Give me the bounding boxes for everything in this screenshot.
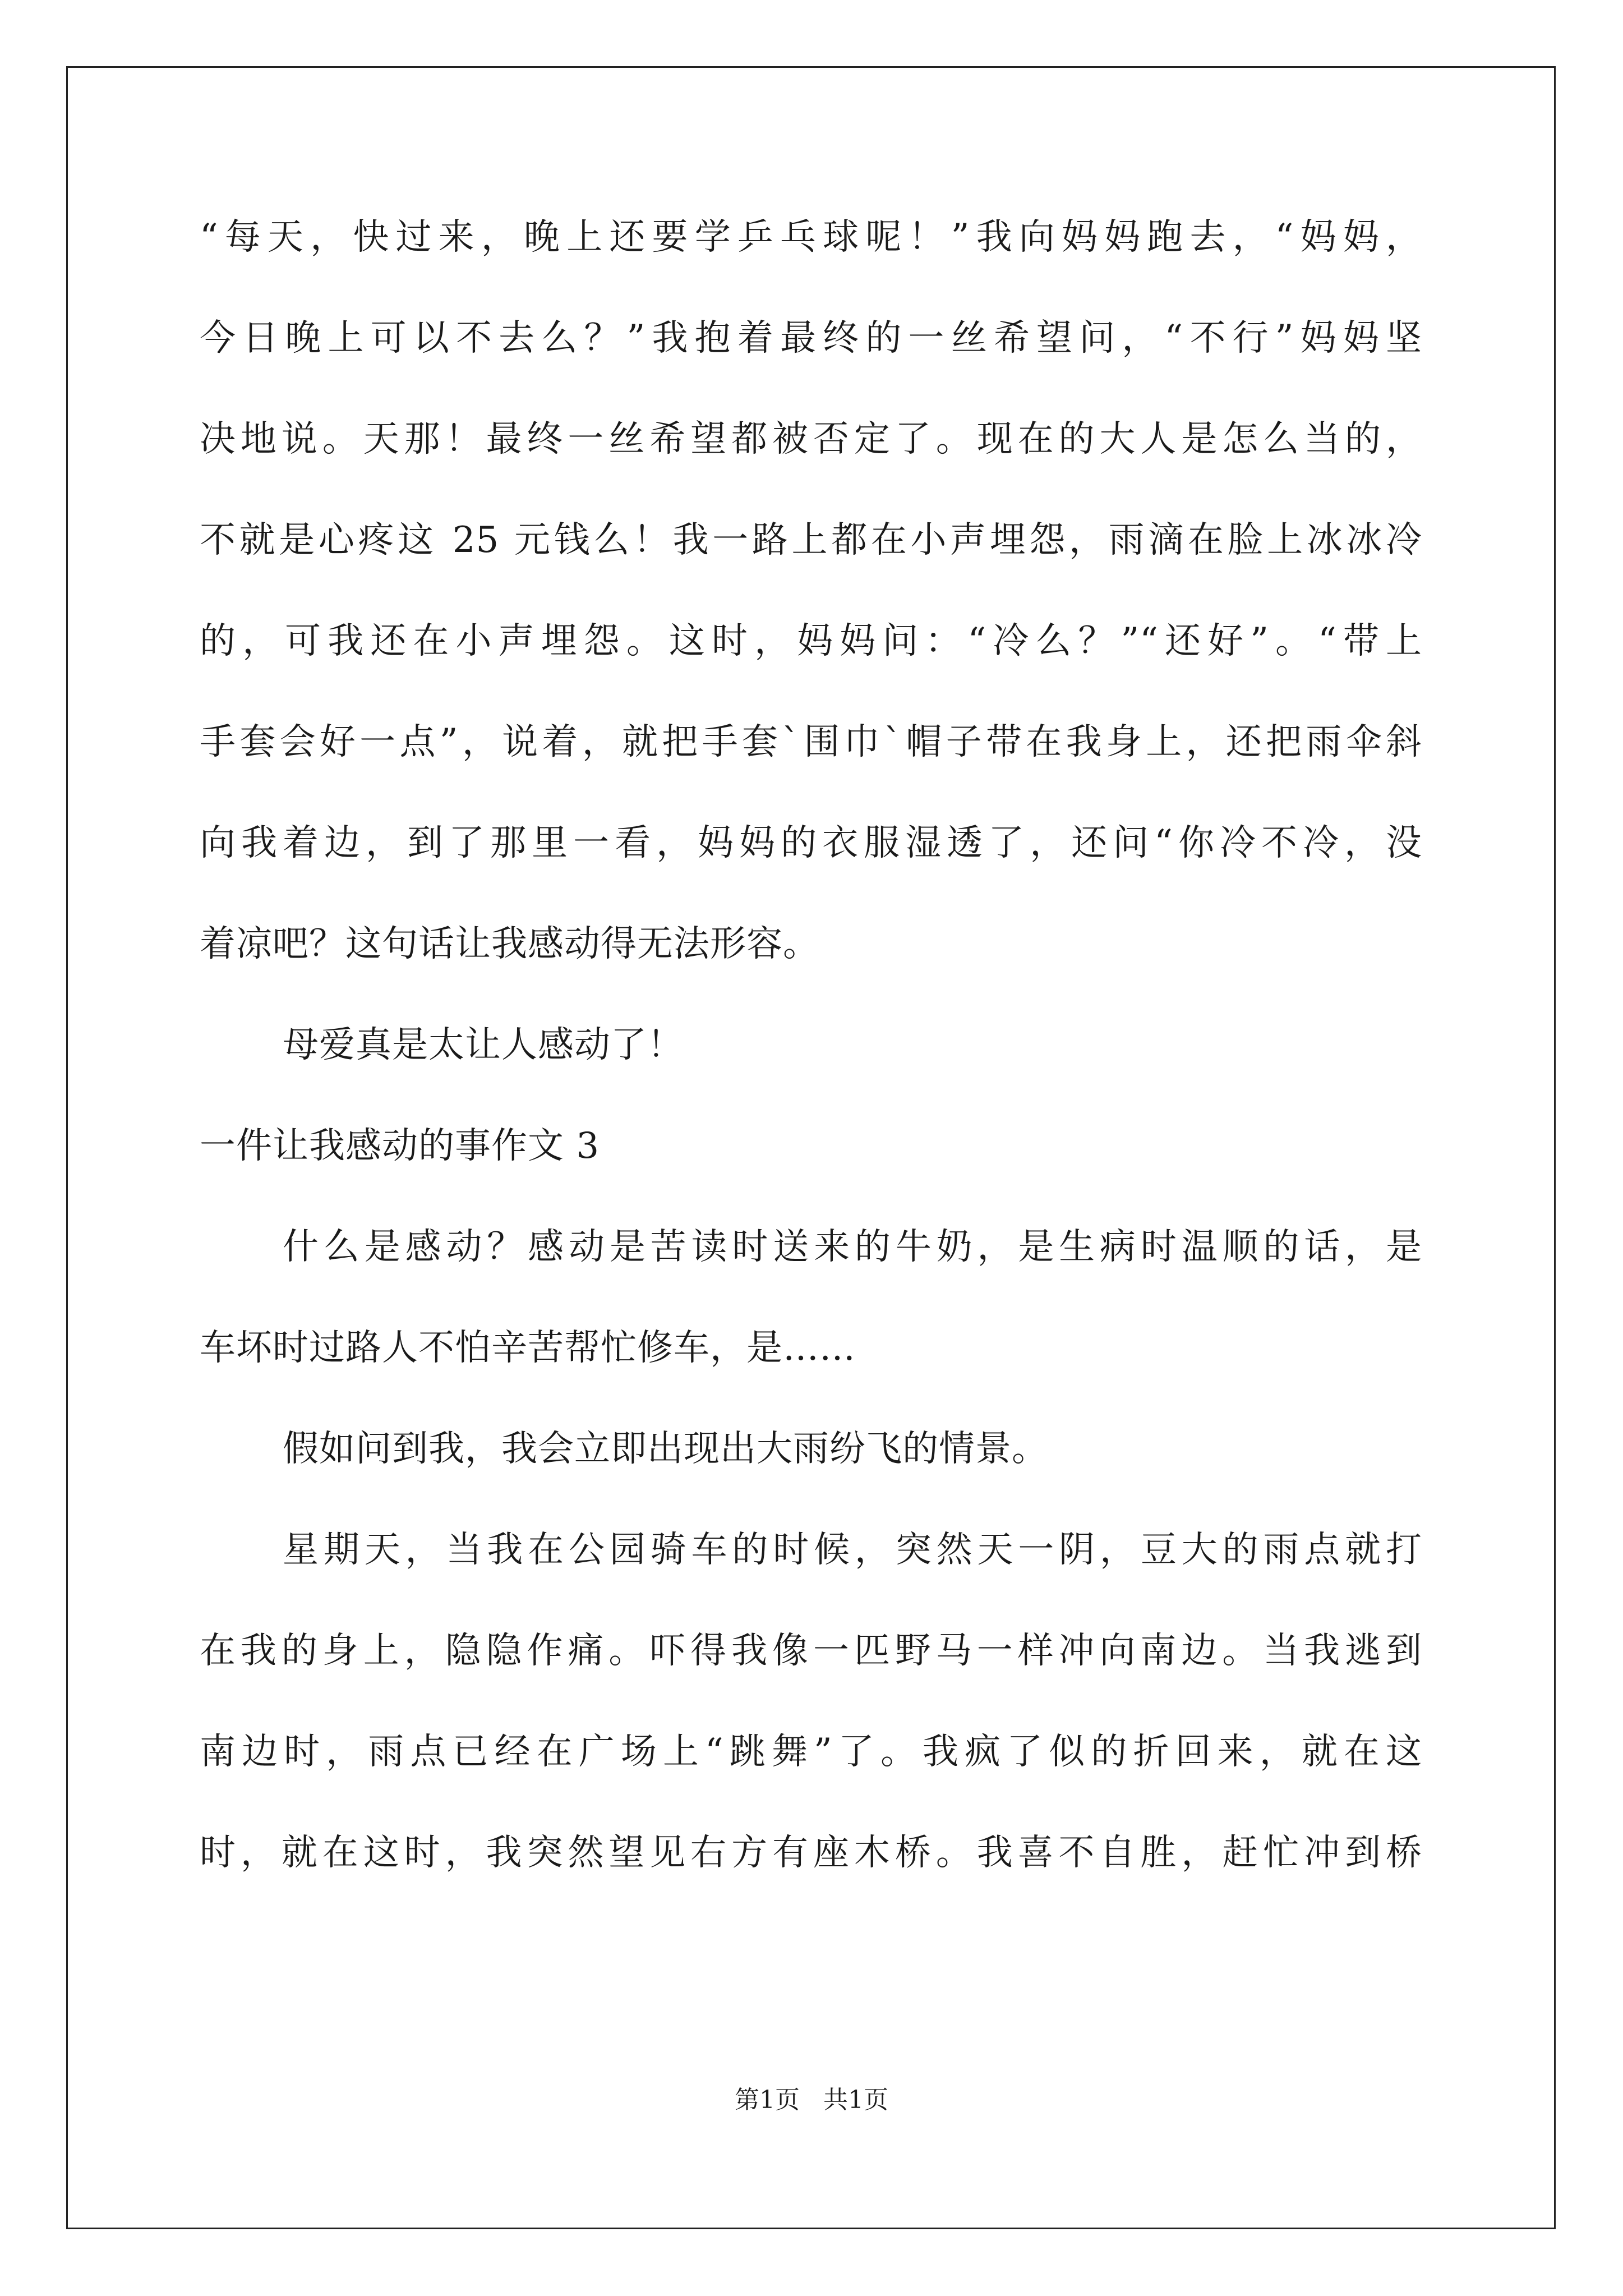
paragraph-line: 假如问到我，我会立即出现出大雨纷飞的情景。 <box>283 1428 1048 1470</box>
paragraph-line: 向我着边，到了那里一看，妈妈的衣服湿透了，还问“你冷不冷，没 <box>200 822 1422 864</box>
paragraph-line: “每天，快过来，晚上还要学乒乓球呢！”我向妈妈跑去，“妈妈， <box>200 217 1422 258</box>
paragraph-line: 车坏时过路人不怕辛苦帮忙修车，是…… <box>200 1327 856 1369</box>
page-number-label: 第1页 共1页 <box>735 2086 888 2114</box>
essay-title: 一件让我感动的事作文 3 <box>200 1125 600 1167</box>
paragraph-line: 手套会好一点”，说着，就把手套`围巾`帽子带在我身上，还把雨伞斜 <box>200 721 1422 763</box>
document-body <box>200 212 1422 1929</box>
paragraph-line: 母爱真是太让人感动了！ <box>283 1024 684 1066</box>
paragraph-line: 的，可我还在小声埋怨。这时，妈妈问：“冷么？”“还好”。“带上 <box>200 620 1422 662</box>
paragraph-line: 今日晚上可以不去么？”我抱着最终的一丝希望问，“不行”妈妈坚 <box>200 318 1422 359</box>
paragraph-line: 在我的身上，隐隐作痛。吓得我像一匹野马一样冲向南边。当我逃到 <box>200 1630 1422 1672</box>
paragraph-line: 南边时，雨点已经在广场上“跳舞”了。我疯了似的折回来，就在这 <box>200 1731 1422 1773</box>
paragraph-line: 决地说。天那！最终一丝希望都被否定了。现在的大人是怎么当的， <box>200 418 1422 460</box>
paragraph-line: 什么是感动？感动是苦读时送来的牛奶，是生病时温顺的话，是 <box>283 1226 1422 1268</box>
paragraph-line: 不就是心疼这 25 元钱么！我一路上都在小声埋怨，雨滴在脸上冰冰冷 <box>200 519 1422 561</box>
paragraph-line: 星期天，当我在公园骑车的时候，突然天一阴，豆大的雨点就打 <box>283 1529 1422 1571</box>
paragraph-line: 时，就在这时，我突然望见右方有座木桥。我喜不自胜，赶忙冲到桥 <box>200 1832 1422 1874</box>
page-footer <box>0 2083 1623 2117</box>
paragraph-line: 着凉吧？这句话让我感动得无法形容。 <box>200 923 819 965</box>
